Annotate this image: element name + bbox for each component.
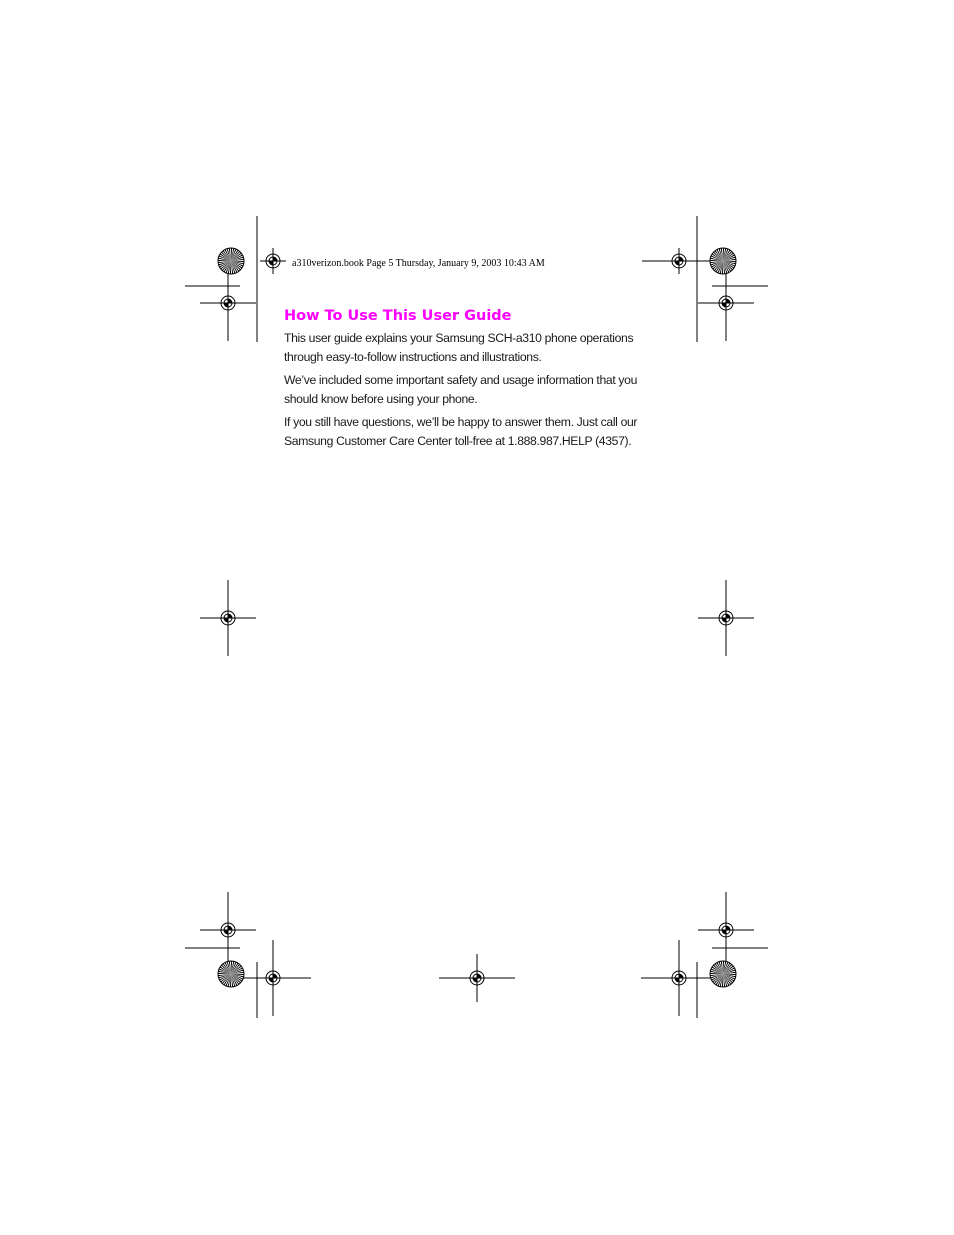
registration-mark-icon [200, 580, 256, 656]
registration-mark-icon [200, 892, 256, 968]
star-target-icon [218, 248, 244, 274]
star-target-icon [710, 248, 736, 274]
paragraph-safety [284, 371, 664, 409]
registration-mark-icon [698, 892, 754, 968]
paragraph-line: should know before using your phone. [284, 392, 478, 406]
star-target-icon [710, 961, 736, 987]
print-slug: a310verizon.book Page 5 Thursday, January 9, 2003 10:43 AM [292, 258, 545, 269]
section-title: How To Use This User Guide [284, 308, 512, 324]
registration-mark-icon [200, 265, 256, 341]
paragraph-line: This user guide explains your Samsung SCH-a310 phone operations [284, 331, 634, 345]
registration-mark-icon [641, 940, 717, 1016]
registration-mark-icon [235, 940, 311, 1016]
registration-mark-icon [439, 954, 515, 1002]
registration-mark-icon [698, 580, 754, 656]
paragraph-line: We’ve included some important safety and usage information that you [284, 373, 637, 387]
paragraph-contact [284, 413, 664, 451]
registration-mark-icon [698, 265, 754, 341]
registration-mark-icon [260, 248, 286, 274]
paragraph-intro [284, 329, 664, 367]
registration-mark-icon [642, 248, 716, 274]
paragraph-line: If you still have questions, we’ll be happy to answer them. Just call our [284, 415, 638, 429]
star-target-icon [218, 961, 244, 987]
paragraph-line: through easy-to-follow instructions and illustrations. [284, 350, 542, 364]
paragraph-line: Samsung Customer Care Center toll-free at 1.888.987.HELP (4357). [284, 434, 632, 448]
